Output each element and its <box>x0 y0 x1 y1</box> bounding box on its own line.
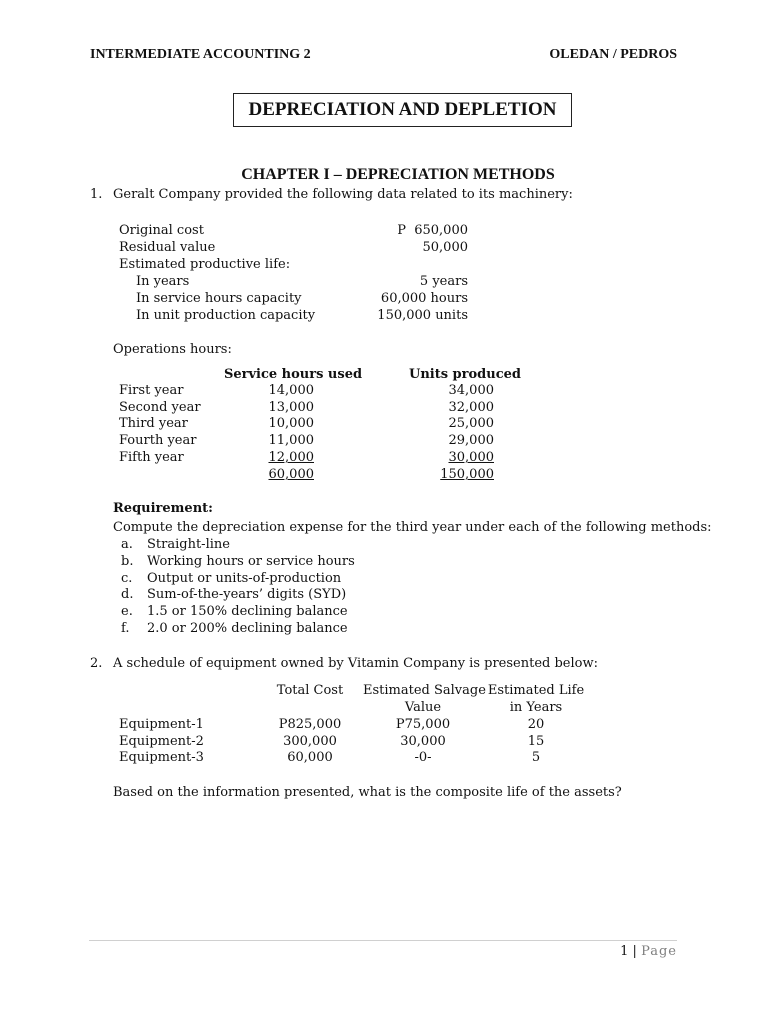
ops-row-year: First year <box>119 383 184 398</box>
units-value: 150,000 units <box>377 308 468 323</box>
method-text: Working hours or service hours <box>147 554 355 569</box>
ops-row-hours: 11,000 <box>268 433 314 448</box>
problem2-intro: A schedule of equipment owned by Vitamin Company is presented below: <box>113 656 598 671</box>
hours-value: 60,000 hours <box>380 291 468 306</box>
requirement-text: Compute the depreciation expense for the third year under each of the following methods: <box>113 520 712 535</box>
ops-row-units: 30,000 <box>448 450 494 465</box>
page-separator: | <box>632 944 637 959</box>
method-letter: d. <box>121 587 134 602</box>
residual-value: 50,000 <box>422 240 468 255</box>
problem2-question: Based on the information presented, what is the composite life of the assets? <box>113 785 622 800</box>
col-service-hours: Service hours used <box>223 367 363 382</box>
method-letter: f. <box>121 621 130 636</box>
total-units: 150,000 <box>440 467 494 482</box>
equipment-life: 5 <box>531 750 541 765</box>
method-letter: c. <box>121 571 133 586</box>
equipment-cost: 60,000 <box>287 750 333 765</box>
method-text: Output or units-of-production <box>147 571 342 586</box>
equipment-salvage: 30,000 <box>400 734 446 749</box>
ops-row-units: 34,000 <box>448 383 494 398</box>
ops-row-year: Fourth year <box>119 433 197 448</box>
course-header: INTERMEDIATE ACCOUNTING 2 <box>90 47 311 62</box>
ops-row-hours: 12,000 <box>268 450 314 465</box>
authors-header: OLEDAN / PEDROS <box>549 47 677 62</box>
ops-row-units: 25,000 <box>448 416 494 431</box>
ops-row-year: Second year <box>119 400 201 415</box>
equipment-name: Equipment-3 <box>119 750 204 765</box>
page-footer <box>620 944 677 960</box>
chapter-heading: CHAPTER I – DEPRECIATION METHODS <box>241 166 555 183</box>
page-number: 1 <box>620 944 629 959</box>
footer-divider <box>89 940 677 941</box>
ops-row-year: Third year <box>119 416 188 431</box>
col-life-line1: Estimated Life <box>487 683 585 698</box>
method-letter: b. <box>121 554 134 569</box>
col-salvage-line2: Value <box>404 700 442 715</box>
life-label: Estimated productive life: <box>119 257 291 272</box>
problem1-intro: Geralt Company provided the following data related to its machinery: <box>113 187 573 202</box>
equipment-life: 15 <box>527 734 545 749</box>
method-text: Straight-line <box>147 537 230 552</box>
ops-row-units: 32,000 <box>448 400 494 415</box>
equipment-name: Equipment-1 <box>119 717 204 732</box>
col-total-cost: Total Cost <box>276 683 344 698</box>
col-salvage-line1: Estimated Salvage <box>363 683 486 698</box>
equipment-salvage: P75,000 <box>395 717 451 732</box>
page-label: Page <box>641 944 677 959</box>
ops-row-hours: 10,000 <box>268 416 314 431</box>
original-cost-label: Original cost <box>119 223 204 238</box>
ops-row-hours: 14,000 <box>268 383 314 398</box>
requirement-label: Requirement: <box>113 501 213 516</box>
problem2-number: 2. <box>90 656 103 671</box>
page-title: DEPRECIATION AND DEPLETION <box>248 99 557 120</box>
hours-label: In service hours capacity <box>136 291 302 306</box>
col-units-produced: Units produced <box>408 367 521 382</box>
method-letter: a. <box>121 537 133 552</box>
equipment-cost: 300,000 <box>283 734 337 749</box>
units-label: In unit production capacity <box>136 308 316 323</box>
ops-row-hours: 13,000 <box>268 400 314 415</box>
ops-row-units: 29,000 <box>448 433 494 448</box>
method-text: 2.0 or 200% declining balance <box>147 621 348 636</box>
years-value: 5 years <box>419 274 468 289</box>
title-box <box>233 93 572 127</box>
equipment-name: Equipment-2 <box>119 734 204 749</box>
total-hours: 60,000 <box>268 467 314 482</box>
method-text: 1.5 or 150% declining balance <box>147 604 348 619</box>
method-text: Sum-of-the-years’ digits (SYD) <box>147 587 347 602</box>
method-letter: e. <box>121 604 133 619</box>
equipment-cost: P825,000 <box>278 717 342 732</box>
residual-label: Residual value <box>119 240 216 255</box>
ops-row-year: Fifth year <box>119 450 184 465</box>
problem1-number: 1. <box>90 187 103 202</box>
original-cost-value: P 650,000 <box>397 223 468 238</box>
operations-label: Operations hours: <box>113 342 232 357</box>
equipment-life: 20 <box>527 717 545 732</box>
col-life-line2: in Years <box>509 700 563 715</box>
years-label: In years <box>136 274 190 289</box>
equipment-salvage: -0- <box>414 750 432 765</box>
